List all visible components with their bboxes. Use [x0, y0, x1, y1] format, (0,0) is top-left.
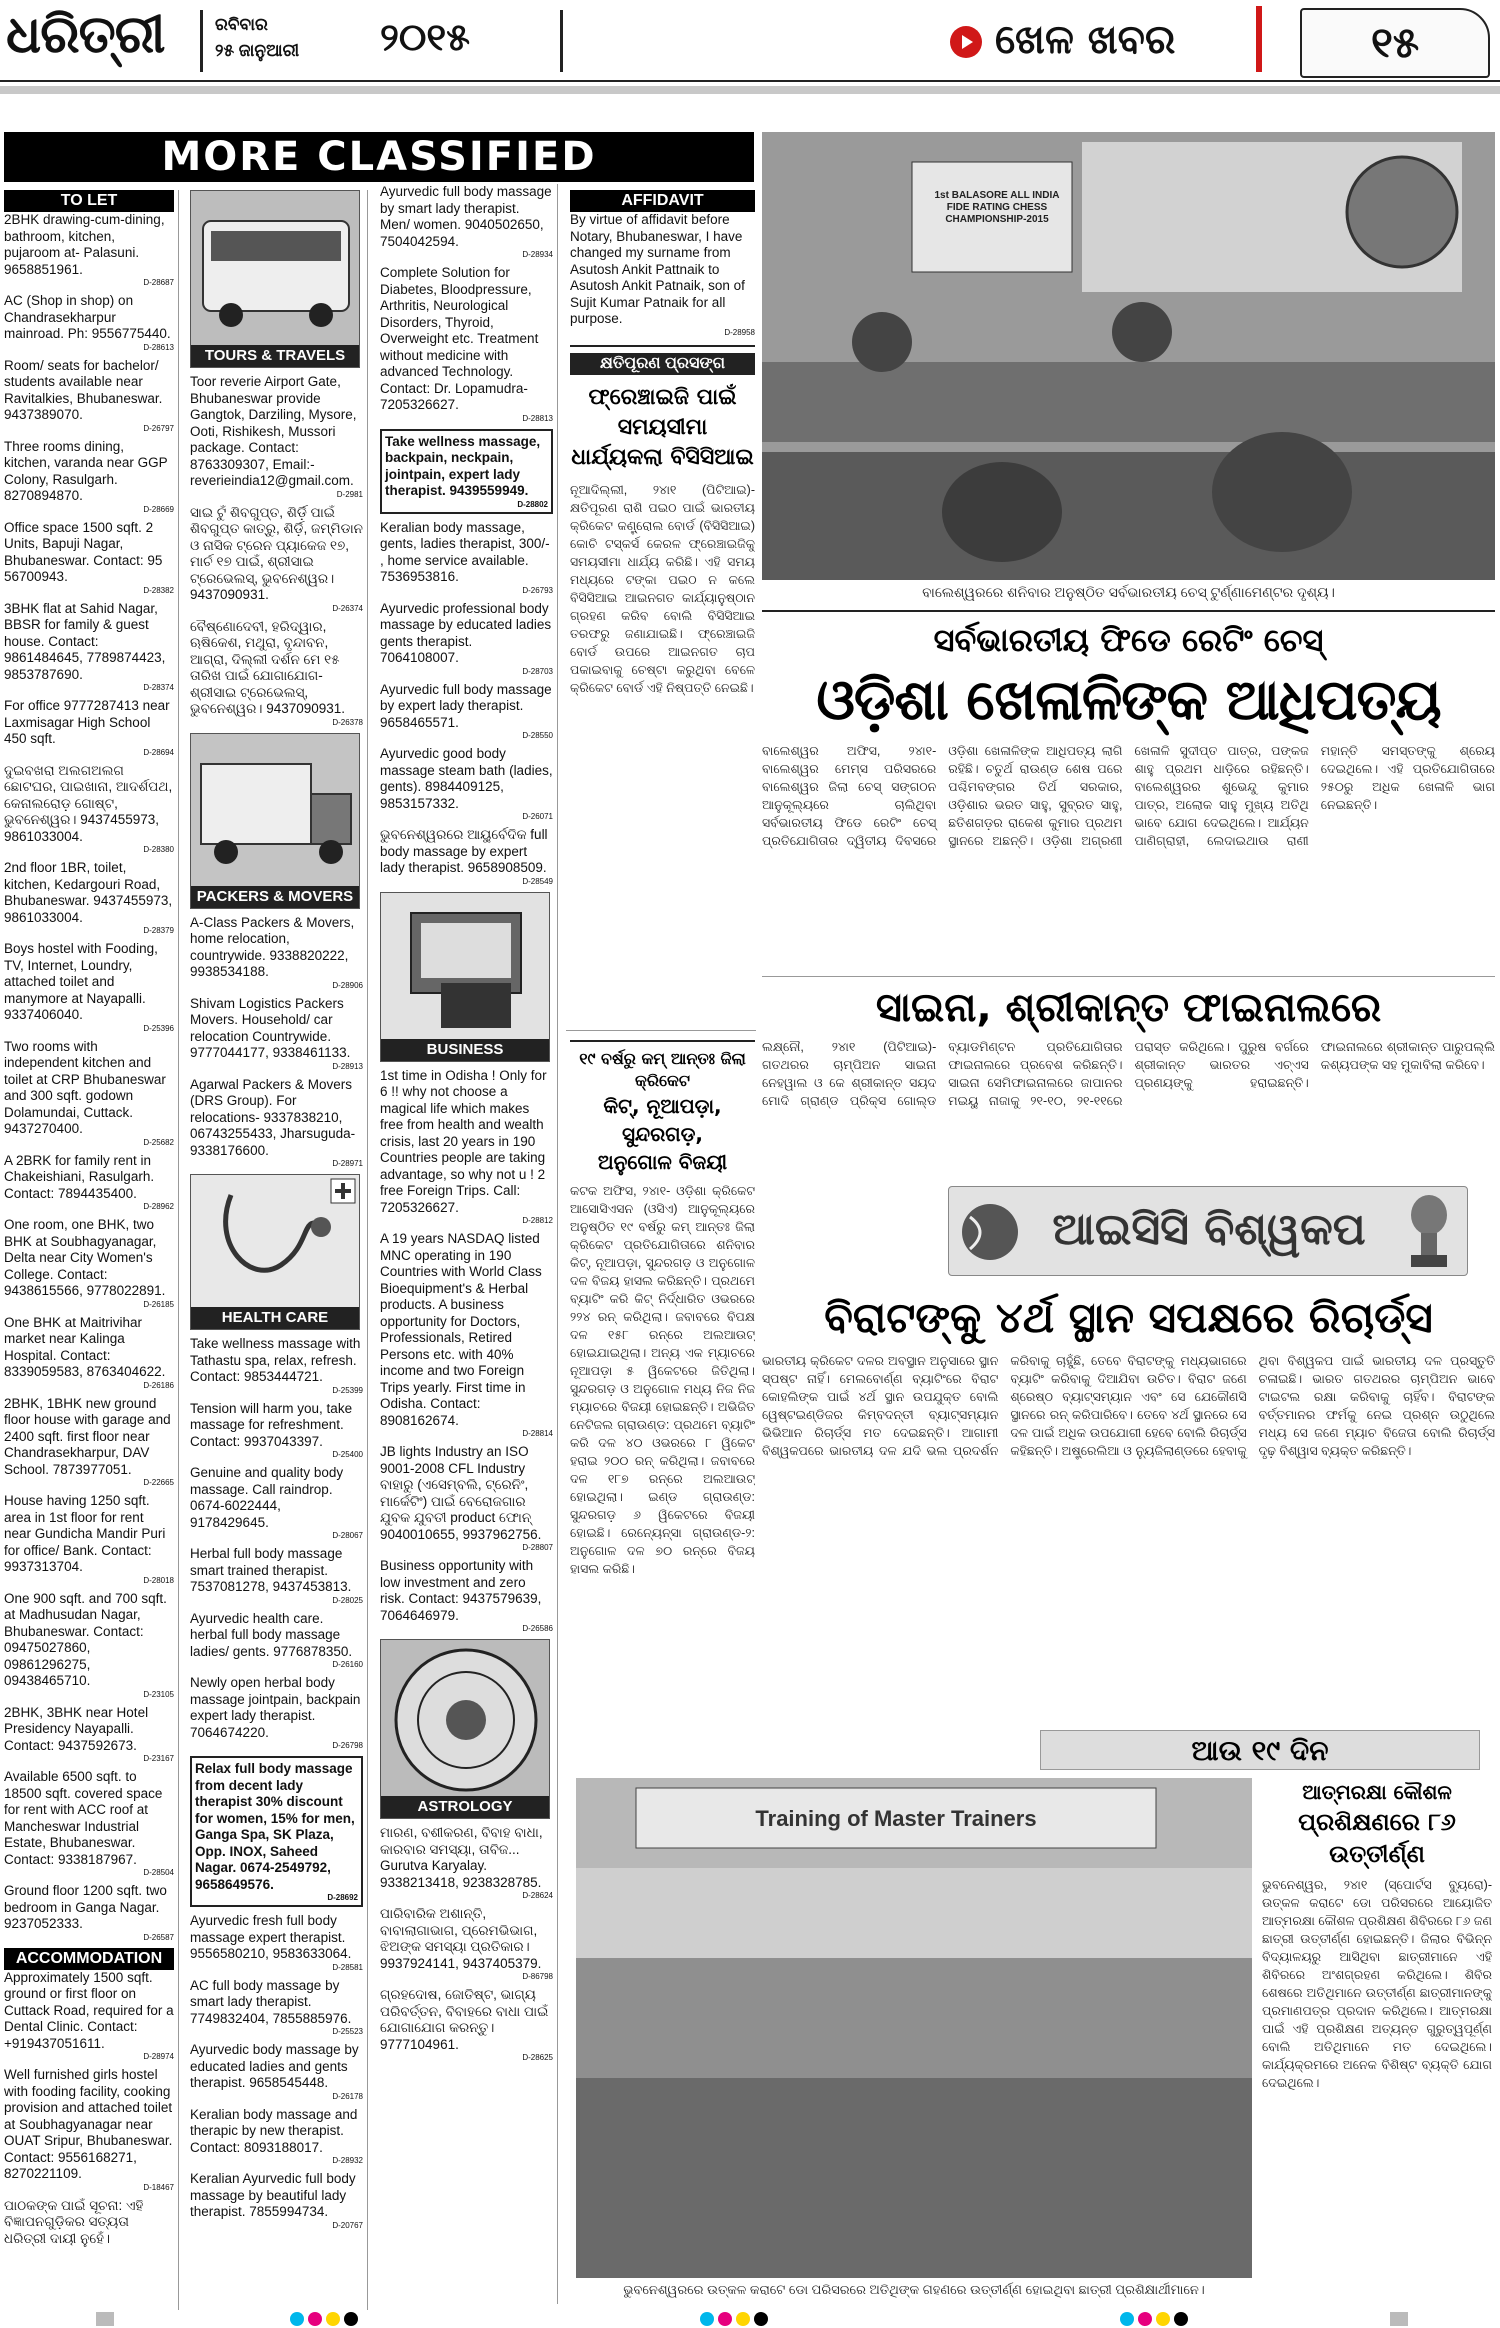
ad-code: D-2981	[336, 489, 363, 499]
print-registration-bar	[0, 2306, 1500, 2328]
ad-code: D-28380	[143, 845, 174, 854]
packers-label: PACKERS & MOVERS	[191, 886, 359, 908]
ad-text: Complete Solution for Diabetes, Bloodpressure, Arthritis, Neurological Disorders, Thyroid, Overweight etc. Treatment without medicine with advanced Technology. Contact: Dr. Lopamudra-7205326627.	[380, 265, 539, 412]
ad-code: D-25682	[143, 1137, 174, 1147]
ad-code: D-28613	[143, 342, 174, 352]
ad-code: D-28581	[332, 1962, 363, 1972]
ad-code: D-28814	[522, 1429, 553, 1438]
classified-ad	[380, 682, 553, 741]
ad-text: JB lights Industry an ISO 9001-2008 CFL Industry ବାହାରୁ (ଏସେମ୍ବଲି, ଟ୍ରେନିଂ, ମାର୍କେଟିଂ) ପାଇଁ ବେରୋଜଗାର ଯୁବକ ଯୁବତୀ product ଫୋନ୍ 9040010655, 9937962756.	[380, 1444, 542, 1542]
ad-text: Ayurvedic body massage by educated ladies and gents therapist. 9658545448.	[190, 2042, 359, 2090]
classified-ad	[380, 429, 553, 514]
ad-code: D-28669	[143, 504, 174, 514]
ad-code: D-28504	[143, 1868, 174, 1877]
ad-text: Keralian body massage and therapic by new therapist. Contact: 8093188017.	[190, 2106, 358, 2155]
classified-ad	[4, 2067, 174, 2192]
classified-ad	[4, 1217, 174, 1309]
ad-code: D-28807	[522, 1543, 553, 1552]
chess-headline: ଓଡ଼ିଶା ଖେଳାଳିଙ୍କ ଆଧିପତ୍ୟ	[816, 668, 1441, 733]
ad-text: ପାରିବାରିକ ଅଶାନ୍ତି, ବାବାଲାଗାଭାଗ, ପ୍ରେମଭିଭାଗ, ଝିଅଙ୍କ ସମସ୍ୟା ପ୍ରତିକାର। 9937924141, 9437405379.	[380, 1906, 542, 1971]
ad-code: D-28913	[332, 1061, 363, 1071]
section-title: ଖେଳ ଖବର	[995, 16, 1176, 63]
classified-ad	[190, 1978, 363, 2037]
ad-code: D-18467	[143, 2182, 174, 2192]
tours-label: TOURS & TRAVELS	[191, 345, 359, 367]
u19-headline: ୧୯ ବର୍ଷରୁ କମ୍ ଆନ୍ତଃ ଜିଲା କ୍ରିକେଟ	[579, 1049, 746, 1090]
ad-text: For office 9777287413 near Laxmisagar High School 450 sqft.	[4, 698, 170, 746]
classified-ad	[4, 1396, 174, 1488]
classified-ad	[380, 1068, 553, 1226]
astrology-label: ASTROLOGY	[381, 1796, 549, 1818]
ad-text: 2BHK drawing-cum-dining, bathroom, kitchen, pujaroom at- Palasuni. 9658851961.	[4, 212, 165, 277]
ad-text: Office space 1500 sqft. 2 Units, Bapuji Nagar, Bhubaneswar. Contact: 95 56700943.	[4, 519, 163, 584]
classified-ad	[4, 860, 174, 935]
classified-ad	[4, 1883, 174, 1942]
health-label: HEALTH CARE	[191, 1307, 359, 1329]
classified-ad	[380, 1825, 553, 1900]
classified-ad	[4, 763, 174, 855]
bcci-headline: ଫ୍ରେଞ୍ଚାଇଜି ପାଇଁ ସମୟସୀମା ଧାର୍ଯ୍ୟକଲା ବିସିସିଆଇ	[571, 385, 754, 470]
classified-ad	[4, 1970, 174, 2062]
ad-code: D-28971	[332, 1159, 363, 1168]
classified-ad	[380, 601, 553, 676]
banner-text: 1st BALASORE ALL INDIA FIDE RATING CHESS CHAMPIONSHIP-2015	[934, 190, 1060, 225]
grey-swatch	[1390, 2312, 1408, 2326]
ad-code: D-28382	[143, 585, 174, 595]
classified-ad	[4, 439, 174, 514]
classified-ad	[380, 184, 553, 259]
ad-code: D-26186	[143, 1380, 174, 1390]
ad-code: D-25400	[332, 1450, 363, 1459]
u19-cricket-article	[570, 1040, 755, 2300]
ad-text: Keralian Ayurvedic full body massage by beautiful lady therapist. 7855994734.	[190, 2171, 356, 2219]
bcci-body: ନୂଆଦିଲ୍ଲୀ, ୨୪ା୧ (ପିଟିଆଇ)- କ୍ଷତିପୂରଣ ରାଶି ପଇଠ ପାଇଁ ଭାରତୀୟ କ୍ରିକେଟ କଣ୍ଟ୍ରୋଲ ବୋର୍ଡ (ବିସିସିଆଇ) କୋଚି ଟସ୍କର୍ସ କେରଳ ଫ୍ରେଞ୍ଚାଇଜିକୁ ସମୟସୀମା ଧାର୍ଯ୍ୟ କରିଛି। ଏହି ସମୟ ମଧ୍ୟରେ ଟଙ୍କା ପଇଠ ନ କଲେ ବିସିସିଆଇ ଆଇନଗତ କାର୍ଯ୍ୟାନୁଷ୍ଠାନ ଗ୍ରହଣ କରିବ ବୋଲି ବିସିସିଆଇ ତରଫରୁ ଜଣାଯାଇଛି। ଫ୍ରେଞ୍ଚାଇଜି ବୋର୍ଡ ଉପରେ ଆଇନଗତ ଚାପ ପକାଇବାକୁ ଚେଷ୍ଟା କରୁଥିବା ବେଳେ କ୍ରିକେଟ ବୋର୍ଡ ଏହି ନିଷ୍ପତ୍ତି ନେଇଛି।	[570, 483, 755, 695]
ad-code: D-26378	[332, 717, 363, 727]
truck-icon	[191, 734, 360, 888]
ad-code: D-26797	[143, 423, 174, 433]
classified-ad	[4, 293, 174, 352]
newspaper-logo: ଧରିତ୍ରୀ	[6, 4, 165, 65]
ad-text: Business opportunity with low investment and zero risk. Contact: 9437579639, 7064646979.	[380, 1558, 542, 1623]
classified-ad	[380, 1558, 553, 1633]
classified-ad	[4, 1705, 174, 1764]
karate-article	[1262, 1778, 1492, 2302]
ad-code: D-28802	[517, 499, 548, 509]
ad-text: Available 6500 sqft. to 18500 sqft. covered space for rent with ACC roof at Mancheswar Industrial Estate, Bhubaneswar. Contact: 9338187967.	[4, 1769, 163, 1867]
u19-body: କଟକ ଅଫିସ, ୨୪ା୧- ଓଡ଼ିଶା କ୍ରିକେଟ ଆସୋସିଏସନ (ଓସିଏ) ଆନୁକୂଲ୍ୟରେ ଅନୁଷ୍ଠିତ ୧୯ ବର୍ଷରୁ କମ୍ ଆନ୍ତଃ ଜିଲା କ୍ରିକେଟ ପ୍ରତିଯୋଗିତାରେ ଶନିବାର କିଟ୍, ନୂଆପଡ଼ା, ସୁନ୍ଦରଗଡ଼ ଓ ଅନୁଗୋଳ ଦଳ ବିଜୟ ହାସଲ କରିଛନ୍ତି। ପ୍ରଥମେ ବ୍ୟାଟିଂ କରି କିଟ୍ ନିର୍ଦ୍ଧାରିତ ଓଭରରେ ୨୨୪ ରନ୍ କରିଥିଲା। ଜବାବରେ ବିପକ୍ଷ ଦଳ ୧୫୮ ରନ୍‌ରେ ଅଲଆଉଟ୍ ହୋଇଯାଇଥିଲା। ଅନ୍ୟ ଏକ ମ୍ୟାଚରେ ନୂଆପଡ଼ା ୫ ୱିକେଟରେ ଜିତିଥିଲା। ସୁନ୍ଦରଗଡ଼ ଓ ଅନୁଗୋଳ ମଧ୍ୟ ନିଜ ନିଜ ମ୍ୟାଚରେ ବିଜୟୀ ହୋଇଛନ୍ତି। ଅଭିଜିତ ନେଟିଜଲ ଗ୍ରାଉଣ୍ଡ: ପ୍ରଥମେ ବ୍ୟାଟିଂ କରି ଦଳ ୪୦ ଓଭରରେ ୮ ୱିକେଟ ହରାଇ ୨୦୦ ରନ୍ କରିଥିଲା। ଜବାବରେ ଦଳ ୧୮୭ ରନ୍‌ରେ ଅଲଆଉଟ୍ ହୋଇଥିଲା। ଇଣ୍ଡ ଗ୍ରାଉଣ୍ଡ: ସୁନ୍ଦରଗଡ଼ ୬ ୱିକେଟରେ ବିଜୟୀ ହୋଇଛି। ରେନ୍ୟେନ୍ସା ଗ୍ରାଉଣ୍ଡ-୨: ଅନୁଗୋଳ ଦଳ ୭୦ ରନ୍‌ରେ ବିଜୟ ହାସଲ କରିଛି।	[570, 1184, 755, 1576]
classified-ad	[190, 1546, 363, 1605]
classified-ad	[190, 1465, 363, 1540]
rule	[0, 86, 1500, 94]
black-dot	[344, 2312, 358, 2326]
ad-code: D-28018	[143, 1575, 174, 1585]
ad-code: D-25523	[332, 2027, 363, 2036]
ad-code: D-26374	[332, 603, 363, 613]
countdown-box	[1040, 1730, 1480, 1770]
ad-text: ଦୁଇବଖରା ଅଲଗଅଲଗ ଛୋଟଘର, ପାଇଖାନା, ଆଦର୍ଶପଥ, କେନାଲରୋଡ଼ ଗୋଷ୍ଟ, ଭୁବନେଶ୍ୱର। 9437455973, 9861033004.	[4, 762, 173, 844]
classified-ad	[190, 1611, 363, 1670]
ad-text: Approximately 1500 sqft. ground or first floor on Cuttack Road, required for a Dental Clinic. Contact: +919437051611.	[4, 1969, 174, 2051]
richards-body: ଭାରତୀୟ କ୍ରିକେଟ ଦଳର ଅବସ୍ଥାନ ଅନୁସାରେ ସ୍ଥାନ ସ୍ପଷ୍ଟ ନାହିଁ। ମେଲବୋର୍ଣ୍ଣ ବ୍ୟାଟିଂରେ ବିରାଟ କୋହଲିଙ୍କ ପାଇଁ ୪ର୍ଥ ସ୍ଥାନ ଉପଯୁକ୍ତ ବୋଲି ୱେଷ୍ଟଇଣ୍ଡିଜର କିମ୍ବଦନ୍ତୀ ବ୍ୟାଟ୍ସମ୍ୟାନ ଭିଭିଆନ ରିଚାର୍ଡ୍ସ ମତ ଦେଇଛନ୍ତି। ଆଗାମୀ ବିଶ୍ୱକପରେ ଭାରତୀୟ ଦଳ ଯଦି ଭଲ ପ୍ରଦର୍ଶନ କରିବାକୁ ଚାହୁଁଛି, ତେବେ ବିରାଟଙ୍କୁ ମଧ୍ୟଭାଗରେ ବ୍ୟାଟିଂ କରିବାକୁ ଦିଆଯିବା ଉଚିତ। ବିରାଟ ଜଣେ ଶ୍ରେଷ୍ଠ ବ୍ୟାଟ୍ସମ୍ୟାନ ଏବଂ ସେ ଯେକୌଣସି ସ୍ଥାନରେ ରନ୍ କରିପାରିବେ। ତେବେ ୪ର୍ଥ ସ୍ଥାନରେ ସେ ଦଳ ପାଇଁ ଅଧିକ ଉପଯୋଗୀ ହେବେ ବୋଲି ରିଚାର୍ଡ୍ସ କହିଛନ୍ତି। ଅଷ୍ଟ୍ରେଲିଆ ଓ ନ୍ୟୁଜିଲାଣ୍ଡରେ ହେବାକୁ ଥିବା ବିଶ୍ୱକପ ପାଇଁ ଭାରତୀୟ ଦଳ ପ୍ରସ୍ତୁତି ଚଳାଇଛି। ଭାରତ ଗତଥରର ଚାମ୍ପିଅନ ଭାବେ ଟାଇଟଲ ରକ୍ଷା କରିବାକୁ ଚାହିଁବ। ବିରାଟଙ୍କ ବର୍ତ୍ତମାନର ଫର୍ମକୁ ନେଇ ପ୍ରଶ୍ନ ଉଠୁଥିଲେ ମଧ୍ୟ ସେ ଜଣେ ମ୍ୟାଚ ବିଜେତା ବୋଲି ରିଚାର୍ଡ୍ସ ଦୃଢ଼ ବିଶ୍ୱାସ ବ୍ୟକ୍ତ କରିଛନ୍ତି।	[762, 1354, 1495, 1458]
accommodation-header: ACCOMMODATION	[4, 1948, 174, 1970]
yellow-dot	[1156, 2312, 1170, 2326]
classified-ad	[190, 374, 363, 499]
classified-ad	[4, 698, 174, 757]
classified-ad	[190, 1336, 363, 1395]
year: ୨୦୧୫	[380, 14, 470, 59]
classified-ad	[190, 1077, 363, 1169]
briefcase-icon	[381, 893, 550, 1041]
karate-headline: ପ୍ରଶିକ୍ଷଣରେ ୮୬ ଉତ୍ତୀର୍ଣ୍ଣ	[1298, 1808, 1456, 1868]
classified-ad	[4, 1315, 174, 1390]
ad-text: Take wellness massage, backpain, neckpain, jointpain, expert lady therapist. 9439559949.	[385, 433, 541, 498]
ad-code: D-28550	[522, 731, 553, 740]
classified-ad	[380, 265, 553, 423]
bcci-kicker: କ୍ଷତିପୂରଣ ପ୍ରସଙ୍ଗ	[570, 353, 755, 376]
classified-ad	[380, 1231, 553, 1438]
ad-text: One BHK at Maitrivihar market near Kalinga Hospital. Contact: 8339059583, 8763404622.	[4, 1314, 166, 1379]
section-accent-bar	[1256, 6, 1262, 72]
ad-code: D-28703	[522, 666, 553, 676]
classified-ad	[190, 2171, 363, 2230]
ad-code: D-26160	[332, 1660, 363, 1669]
ad-text: ପାଠକଙ୍କ ପାଇଁ ସୂଚନା: ଏହି ବିଜ୍ଞାପନଗୁଡ଼ିକର ସତ୍ୟତା ଧରିତ୍ରୀ ଦାୟୀ ନୁହେଁ।	[4, 2197, 144, 2246]
ad-code: D-26071	[522, 812, 553, 821]
icc-banner	[948, 1186, 1468, 1276]
ad-code: D-23167	[143, 1754, 174, 1763]
ad-text: Two rooms with independent kitchen and toilet at CRP Bhubaneswar and 300 sqft. godown Dolamundai, Cuttack. 9437270400.	[4, 1038, 166, 1136]
ad-text: Herbal full body massage smart trained therapist. 7537081278, 9437453813.	[190, 1546, 352, 1594]
icc-banner-text: ଆଇସିସି ବିଶ୍ୱକପ	[1052, 1204, 1366, 1255]
magenta-dot	[308, 2312, 322, 2326]
bus-icon	[191, 191, 360, 347]
ad-code: D-28025	[332, 1595, 363, 1605]
ad-code: D-28692	[327, 1893, 358, 1902]
karate-body: ଭୁବନେଶ୍ୱର, ୨୪ା୧ (ସ୍ପୋର୍ଟସ ବ୍ୟୁରୋ)- ଉତ୍କଳ କରାଟେ ଡୋ ପରିସରରେ ଆୟୋଜିତ ଆତ୍ମରକ୍ଷା କୌଶଳ ପ୍ରଶିକ୍ଷଣ ଶିବିରରେ ୮୬ ଜଣ ଛାତ୍ରୀ ଉତ୍ତୀର୍ଣ୍ଣ ହୋଇଛନ୍ତି। ଜିଲାର ବିଭିନ୍ନ ବିଦ୍ୟାଳୟରୁ ଆସିଥିବା ଛାତ୍ରୀମାନେ ଏହି ଶିବିରରେ ଅଂଶଗ୍ରହଣ କରିଥିଲେ। ଶିବିର ଶେଷରେ ଅତିଥିମାନେ ଉତ୍ତୀର୍ଣ୍ଣ ଛାତ୍ରୀମାନଙ୍କୁ ପ୍ରମାଣପତ୍ର ପ୍ରଦାନ କରିଥିଲେ। ଆତ୍ମରକ୍ଷା ପାଇଁ ଏହି ପ୍ରଶିକ୍ଷଣ ଅତ୍ୟନ୍ତ ଗୁରୁତ୍ୱପୂର୍ଣ୍ଣ ବୋଲି ଅତିଥିମାନେ ମତ ଦେଇଥିଲେ। କାର୍ଯ୍ୟକ୍ରମରେ ଅନେକ ବିଶିଷ୍ଟ ବ୍ୟକ୍ତି ଯୋଗ ଦେଇଥିଲେ।	[1262, 1878, 1492, 2090]
masthead	[0, 0, 1500, 82]
richards-headline: ବିରାଟଙ୍କୁ ୪ର୍ଥ ସ୍ଥାନ ସପକ୍ଷରେ ରିଚାର୍ଡ୍ସ	[824, 1293, 1433, 1342]
banner-text: Training of Master Trainers	[755, 1806, 1037, 1831]
ad-code: D-28379	[143, 926, 174, 935]
ad-text: Genuine and quality body massage. Call raindrop. 0674-6022444, 9178429645.	[190, 1465, 344, 1530]
classified-ad	[190, 2042, 363, 2101]
saina-headline: ସାଇନା, ଶ୍ରୀକାନ୍ତ ଫାଇନାଲରେ	[875, 985, 1382, 1031]
ad-text: AC full body massage by smart lady therapist. 7749832404, 7855885976.	[190, 1977, 352, 2026]
business-label: BUSINESS	[381, 1039, 549, 1061]
ad-text: ଭୁବନେଶ୍ୱରରେ ଆୟୁର୍ବେଦିକ full body massage by expert lady therapist. 9658908509.	[380, 827, 548, 875]
classified-ad	[190, 619, 363, 727]
ad-text: Boys hostel with Fooding, TV, Internet, Loundry, attached toilet and manymore at Nayapalli. 9337406040.	[4, 941, 158, 1022]
ad-text: Ayurvedic professional body massage by educated ladies gents therapist. 7064108007.	[380, 600, 552, 665]
ad-code: D-28694	[143, 747, 174, 757]
ad-code: D-26178	[332, 2091, 363, 2101]
ad-code: D-26587	[143, 1932, 174, 1942]
cyan-dot	[700, 2312, 714, 2326]
rule	[566, 1030, 756, 1031]
countdown-text: ଆଉ ୧୯ ଦିନ	[1191, 1734, 1329, 1767]
ad-text: A 2BRK for family rent in Chakeishiani, Rasulgarh. Contact: 7894435400.	[4, 1152, 155, 1201]
astrology-image	[380, 1639, 550, 1819]
ad-code: D-28932	[332, 2156, 363, 2165]
ad-code: D-23105	[143, 1689, 174, 1699]
affidavit-header: AFFIDAVIT	[570, 190, 755, 212]
ad-text: A 19 years NASDAQ listed MNC operating in 190 Countries with World Class Bioequipment's & Herbal products. A business opportunity for Doctors, Professionals, Retired Persons etc. with 40% income and two Foreign Trips yearly. First time in Odisha. Contact: 8908162674.	[380, 1231, 542, 1428]
ad-text: AC (Shop in shop) on Chandrasekharpur mainroad. Ph: 9556775440.	[4, 293, 171, 341]
grey-swatch	[96, 2312, 114, 2326]
classified-column-2	[190, 190, 368, 2310]
ad-text: Three rooms dining, kitchen, varanda near GGP Colony, Rasulgarh. 8270894870.	[4, 438, 168, 503]
classified-ad	[190, 1675, 363, 1750]
ad-code: D-28549	[522, 876, 553, 886]
ad-text: ଗ୍ରହଦୋଷ, ଜୋତିଷ୍ଟ, ଭାଗ୍ୟ ପରିବର୍ତ୍ତନ, ବିବାହରେ ବାଧା ପାଇଁ ଯୋଗାଯୋଗ କରନ୍ତୁ। 9777104961.	[380, 1987, 549, 2052]
ad-code: D-28374	[143, 683, 174, 692]
classified-ad	[380, 746, 553, 821]
black-dot	[1174, 2312, 1188, 2326]
ad-code: D-26798	[332, 1741, 363, 1750]
ad-text: 1st time in Odisha ! Only for 6 !! why not choose a magical life which makes free from health and wealth crisis, last 20 years in 190 Countries people are taking advantage, so why not u ! 2 free Foreign Trips. Call: 7205326627.	[380, 1067, 547, 1215]
ad-code: D-25399	[332, 1385, 363, 1395]
classified-ad	[380, 827, 553, 886]
ad-code: D-86798	[522, 1972, 553, 1981]
classified-ad	[190, 1401, 363, 1460]
business-image	[380, 892, 550, 1062]
cricket-ball-icon	[955, 1197, 1025, 1267]
classified-banner: MORE CLASSIFIED	[4, 132, 754, 182]
chess-tournament-image	[762, 132, 1495, 580]
yellow-dot	[326, 2312, 340, 2326]
ad-text: House having 1250 sqft. area in 1st floor for rent near Gundicha Mandir Puri for office/ Bank. Contact: 9937313704.	[4, 1493, 166, 1574]
ad-code: D-28687	[143, 278, 174, 287]
classified-ad	[4, 601, 174, 693]
classified-ad	[4, 1769, 174, 1877]
health-image	[190, 1174, 360, 1330]
classified-ad	[4, 1591, 174, 1699]
issue-date	[215, 12, 299, 64]
ad-code: D-22665	[143, 1478, 174, 1487]
magenta-dot	[1138, 2312, 1152, 2326]
chess-caption: ବାଲେଶ୍ୱରରେ ଶନିବାର ଅନୁଷ୍ଠିତ ସର୍ବଭାରତୀୟ ଚେସ୍ ଟୁର୍ଣ୍ଣାମେଣ୍ଟର ଦୃଶ୍ୟ।	[922, 584, 1335, 600]
weekday: ରବିବାର	[215, 15, 268, 34]
ad-text: Ayurvedic fresh full body massage expert therapist. 9556580210, 9583633064.	[190, 1913, 352, 1961]
page-number: ୧୫	[1300, 8, 1490, 78]
classified-ad	[190, 1756, 363, 1907]
ad-code: D-20767	[332, 2220, 363, 2230]
classified-ad	[4, 2198, 174, 2248]
u19-headline: ଅନୁଗୋଳ ବିଜୟୀ	[597, 1150, 728, 1174]
ad-text: Ayurvedic full body massage by smart lady therapist. Men/ women. 9040502650, 7504042594.	[380, 184, 552, 249]
training-caption: ଭୁବନେଶ୍ୱରରେ ଉତ୍କଳ କରାଟେ ଡୋ ପରିସରରେ ଅତିଥିଙ୍କ ଗହଣରେ ଉତ୍ତୀର୍ଣ୍ଣ ହୋଇଥିବା ଛାତ୍ରୀ ପ୍ରଶିକ୍ଷାର୍ଥୀମାନେ।	[623, 2282, 1205, 2297]
trophy-icon	[1399, 1193, 1459, 1271]
ad-text: Room/ seats for bachelor/ students available near Ravitalkies, Bhubaneswar. 9437389070.	[4, 357, 163, 422]
divider	[560, 10, 563, 72]
saina-body: ଲକ୍ଷ୍ନୌ, ୨୪ା୧ (ପିଟିଆଇ)- ଗତଥରର ଚାମ୍ପିଅନ ସାଇନା ନେହୱାଲ ଓ କେ ଶ୍ରୀକାନ୍ତ ସୟଦ ମୋଦି ଗ୍ରାଣ୍ଡ ପ୍ରିକ୍ସ ଗୋଲ୍ଡ ବ୍ୟାଡମିଣ୍ଟନ ପ୍ରତିଯୋଗିତାର ଫାଇନାଲରେ ପ୍ରବେଶ କରିଛନ୍ତି। ସାଇନା ସେମିଫାଇନାଲରେ ଜାପାନର ମଇୟୁ ନାଜାକୁ ୨୧-୧୦, ୨୧-୧୧ରେ ପରାସ୍ତ କରିଥିଲେ। ପୁରୁଷ ବର୍ଗରେ ଶ୍ରୀକାନ୍ତ ଭାରତର ଏଚ୍ଏସ ପ୍ରଣୟଙ୍କୁ ହରାଇଛନ୍ତି। ଫାଇନାଲରେ ଶ୍ରୀକାନ୍ତ ପାରୁପଲ୍ଲି କଶ୍ୟପଙ୍କ ସହ ମୁକାବିଲା କରିବେ।	[762, 1040, 1495, 1108]
ad-code: D-28958	[724, 327, 755, 337]
classified-ad	[190, 2107, 363, 2166]
classified-column-3	[380, 184, 558, 2304]
rule	[762, 976, 1495, 977]
ad-text: 2nd floor 1BR, toilet, kitchen, Kedargouri Road, Bhubaneswar. 9437455973, 9861033004.	[4, 860, 173, 925]
ad-text: A-Class Packers & Movers, home relocation, countrywide. 9338820222, 9938534188.	[190, 914, 355, 979]
yellow-dot	[736, 2312, 750, 2326]
ad-code: D-28906	[332, 980, 363, 990]
karate-kicker: ଆତ୍ମରକ୍ଷା କୌଶଳ	[1302, 1780, 1452, 1804]
classified-ad	[190, 505, 363, 613]
ad-text: By virtue of affidavit before Notary, Bhubaneswar, I have changed my surname from Asutosh Ankit Pattnaik to Asutosh Ankit Patnaik, son of Sujit Kumar Patnaik for all purpose.	[570, 212, 745, 326]
ad-text: Ground floor 1200 sqft. two bedroom in Ganga Nagar. 9237052333.	[4, 1883, 167, 1931]
ad-text: Ayurvedic full body massage by expert lady therapist. 9658465571.	[380, 681, 552, 730]
ad-text: Agarwal Packers & Movers (DRS Group). For relocations- 9337838210, 06743255433, Jharsuguda-9338176600.	[190, 1076, 356, 1158]
ad-text: ବୈଷ୍ଣୋଦେବୀ, ହରିଦ୍ୱାର, ଋଷିକେଶ, ମଥୁରା, ବୃନ୍ଦାବନ, ଆଗ୍ରା, ଦିଲ୍ଲୀ ଦର୍ଶନ ମେ ୧୫ ତାରିଖ ପାଇଁ ଯୋଗାଯୋଗ- ଶ୍ରୀସାଇ ଟ୍ରେଭେଲସ୍, ଭୁବନେଶ୍ୱର। 9437090931.	[190, 618, 346, 716]
ad-code: D-28625	[522, 2053, 553, 2062]
classified-ad	[190, 1913, 363, 1972]
affidavit-column	[570, 190, 755, 1035]
classified-ad	[570, 212, 755, 337]
ad-code: D-26793	[522, 585, 553, 595]
u19-headline: କିଟ୍, ନୂଆପଡ଼ା, ସୁନ୍ଦରଗଡ଼,	[603, 1094, 722, 1146]
classified-ad	[4, 1153, 174, 1212]
ad-text: Ayurvedic good body massage steam bath (ladies, gents). 8984409125, 9853157332.	[380, 746, 553, 811]
ad-text: One room, one BHK, two BHK at Soubhagyanagar, Delta near City Women's College. Contact: 9438615566, 9778022891.	[4, 1217, 166, 1298]
tours-image	[190, 190, 360, 368]
ad-text: ସାଇ ଟୁଁ ଶିବଗୁପ୍ତ, ଶିର୍ଡ଼ି ପାଇଁ ଶିବଗୁପ୍ତ କାତ୍ରୁ, ଶିର୍ଡ଼ି, ଜମ୍ମିଡାନ ଓ ନାସିକ ଟ୍ରେନ ପ୍ୟାକେଜ ୧୭, ମାର୍ଚ ୧୭ ପାଇଁ, ଶ୍ରୀସାଇ ଟ୍ରେଭେଲସ୍, ଭୁବନେଶ୍ୱର। 9437090931.	[190, 504, 363, 602]
ad-text: Toor reverie Airport Gate, Bhubaneswar provide Gangtok, Darziling, Mysore, Ooti, Rishikesh, Mussori package. Contact: 8763309307, Email:- reverieindia12@gmail.com.	[190, 374, 357, 488]
classified-ad	[380, 1906, 553, 1981]
ad-text: Newly open herbal body massage jointpain, backpain expert lady therapist. 7064674220.	[190, 1675, 361, 1740]
zodiac-icon	[381, 1640, 550, 1798]
classified-ad	[380, 520, 553, 595]
classified-ad	[4, 1493, 174, 1585]
ad-text: One 900 sqft. and 700 sqft. at Madhusudan Nagar, Bhubaneswar. Contact: 09475027860, 09861296275, 09438465710.	[4, 1590, 167, 1688]
ad-code: D-28962	[143, 1202, 174, 1211]
classified-ad	[190, 996, 363, 1071]
ad-text: ମାରଣ, ବଶୀକରଣ, ବିବାହ ବାଧା, କାରବାର ସମସ୍ୟା, ତାବିଜ... Gurutva Karyalay. 9338213418, 9238328785.	[380, 1825, 543, 1890]
date: ୨୫ ଜାନୁଆରୀ	[215, 41, 300, 60]
ad-text: Tension will harm you, take massage for refreshment. Contact: 9937043397.	[190, 1400, 353, 1449]
ad-text: Ayurvedic health care. herbal full body massage ladies/ gents. 9776878350.	[190, 1610, 353, 1659]
classified-ad	[4, 212, 174, 287]
ad-text: Take wellness massage with Tathastu spa, relax, refresh. Contact: 9853444721.	[190, 1336, 361, 1384]
ad-text: Keralian body massage, gents, ladies therapist, 300/- , home service available. 7536953816.	[380, 519, 550, 584]
ad-text: 2BHK, 3BHK near Hotel Presidency Nayapalli. Contact: 9437592673.	[4, 1704, 149, 1753]
chess-body: ବାଲେଶ୍ୱର ଅଫିସ, ୨୪ା୧- ବାଲେଶ୍ୱର ମେମ୍ସ ପରିସରରେ ବାଲେଶ୍ୱର ଜିଲା ଚେସ୍ ସଙ୍ଗଠନ ଆନୁକୂଲ୍ୟରେ ଚାଲିଥିବା ସର୍ବଭାରତୀୟ ଫିଡେ ରେଟିଂ ଚେସ୍ ପ୍ରତିଯୋଗିତାର ଦ୍ୱିତୀୟ ଦିବସରେ ଓଡ଼ିଶା ଖେଳାଳିଙ୍କ ଆଧିପତ୍ୟ ଲାଗି ରହିଛି। ଚତୁର୍ଥ ରାଉଣ୍ଡ ଶେଷ ପରେ ପଶ୍ଚିମବଙ୍ଗର ତିର୍ଥ ସରକାର, ଓଡ଼ିଶାର ଭରତ ସାହୁ, ସୁବ୍ରତ ସାହୁ, ଛତିଶଗଡ଼ର ରାକେଶ କୁମାର ପ୍ରଥମ ସ୍ଥାନରେ ଅଛନ୍ତି। ଓଡ଼ିଶା ଅଗ୍ରଣୀ ଖେଳାଳି ସୁଦୀପ୍ତ ପାତ୍ର, ପଙ୍କଜ ଶାହୁ ପ୍ରଥମ ଧାଡ଼ିରେ ରହିଛନ୍ତି। ବାଲେଶ୍ୱରର ଶୁଭେନ୍ଦୁ କୁମାର ପାତ୍ର, ଅଲୋକ ସାହୁ ମୁଖ୍ୟ ଅତିଥି ଭାବେ ଯୋଗ ଦେଇଥିଲେ। ଆର୍ଯ୍ୟନ ପାଣିଗ୍ରାହୀ, ଲେଦାଇଥାଉ ରାଣୀ ମହାନ୍ତି ସମସ୍ତଙ୍କୁ ଶ୍ରେୟ ଦେଇଥିଲେ। ଏହି ପ୍ରତିଯୋଗିତାରେ ୨୫୦ରୁ ଅଧିକ ଖେଳାଳି ଭାଗ ନେଇଛନ୍ତି।	[762, 744, 1495, 848]
cyan-dot	[290, 2312, 304, 2326]
black-dot	[754, 2312, 768, 2326]
classified-ad	[4, 520, 174, 595]
magenta-dot	[718, 2312, 732, 2326]
ad-code: D-28934	[522, 250, 553, 259]
packers-image	[190, 733, 360, 909]
chess-photo	[762, 132, 1495, 580]
rule	[762, 610, 1495, 612]
ad-text: 3BHK flat at Sahid Nagar, BBSR for family & guest house. Contact: 9861484645, 7789874423, 9853787690.	[4, 600, 166, 682]
ad-code: D-25396	[143, 1023, 174, 1033]
to-let-header: TO LET	[4, 190, 174, 212]
classified-ad	[190, 915, 363, 990]
classified-ad	[380, 1987, 553, 2062]
play-icon	[950, 26, 982, 58]
divider	[200, 10, 203, 72]
classified-ad	[4, 358, 174, 433]
ad-text: Shivam Logistics Packers Movers. Household/ car relocation Countrywide. 9777044177, 9338461133.	[190, 995, 351, 1060]
ad-text: 2BHK, 1BHK new ground floor house with garage and 2400 sqft. first floor near Chandrasekharpur, DAV School. 7873977051.	[4, 1395, 171, 1477]
chess-kicker: ସର୍ବଭାରତୀୟ ଫିଡେ ରେଟିଂ ଚେସ୍	[933, 621, 1324, 659]
ad-code: D-28624	[522, 1891, 553, 1900]
ad-code: D-26185	[143, 1299, 174, 1309]
cyan-dot	[1120, 2312, 1134, 2326]
classified-column-1	[4, 190, 179, 2310]
stethoscope-icon	[191, 1175, 360, 1309]
ad-text: Well furnished girls hostel with fooding facility, cooking provision and attached toilet at Soubhagyanagar near OUAT Sripur, Bhubaneswar. Contact: 9556168271, 8270221109.	[4, 2067, 173, 2181]
ad-code: D-28974	[143, 2052, 174, 2061]
ad-code: D-26586	[522, 1624, 553, 1633]
classified-ad	[4, 941, 174, 1033]
ad-code: D-28812	[522, 1216, 553, 1225]
ad-text: Relax full body massage from decent lady therapist 30% discount for women, 15% for men, Ganga Spa, SK Plaza, Opp. INOX, Saheed Nagar. 0674-2549792, 9658649576.	[195, 1761, 355, 1892]
ad-code: D-28813	[522, 413, 553, 423]
ad-code: D-28067	[332, 1531, 363, 1540]
classified-ad	[380, 1444, 553, 1552]
classified-ad	[4, 1039, 174, 1147]
